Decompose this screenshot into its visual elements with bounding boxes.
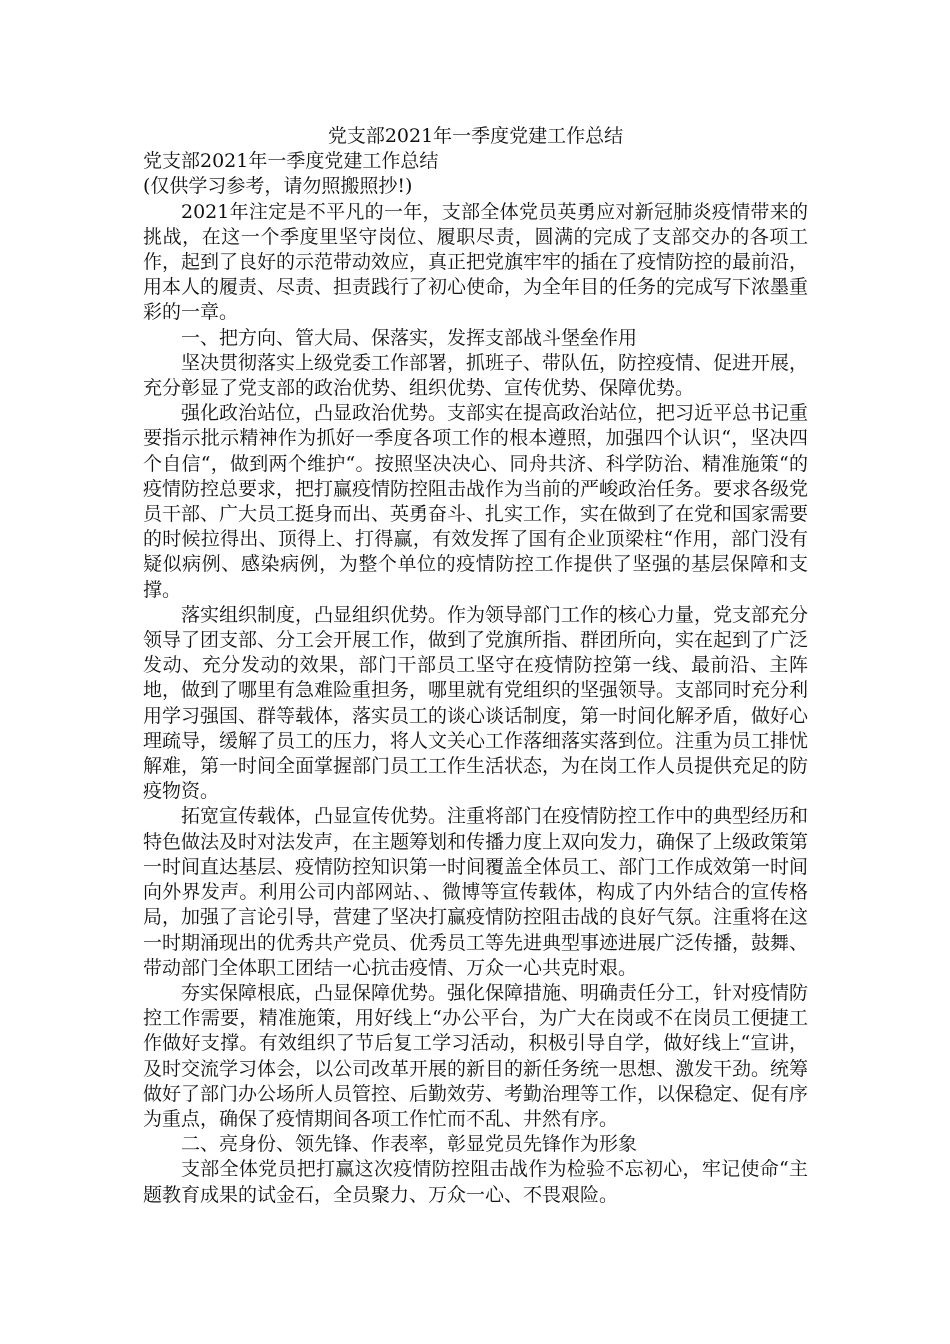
body-paragraph: 强化政治站位，凸显政治优势。支部实在提高政治站位，把习近平总书记重要指示批示精神作为抓好一季度各项工作的根本遵照，加强四个认识“，坚决四个自信“，做到两个维护“。按照坚决决心、同舟共济、科学防治、精准施策“的疫情防控总要求，把打赢疫情防控阻击战作为当前的严峻政治任务。要求各级党员干部、广大员工挺身而出、英勇奋斗、扎实工作，实在做到了在党和国家需要的时候拉得出、顶得上、打得赢，有效发挥了国有企业顶梁柱“作用，部门没有疑似病例、感染病例，为整个单位的疫情防控工作提供了坚强的基层保障和支撑。 [143, 402, 809, 601]
section-heading-2: 二、亮身份、领先锋、作表率，彰显党员先锋作为形象 [181, 1133, 638, 1156]
body-paragraph: 夯实保障根底，凸显保障优势。强化保障措施、明确责任分工，针对疫情防控工作需要，精准施策，用好线上“办公平台，为广大在岗或不在岗员工便捷工作做好支撑。有效组织了节后复工学习活动，积极引导自学，做好线上“宣讲，及时交流学习体会，以公司改革开展的新目的新任务统一思想、激发干劲。统筹做好了部门办公场所人员管控、后勤效劳、考勤治理等工作，以保稳定、促有序为重点，确保了疫情期间各项工作忙而不乱、井然有序。 [143, 981, 809, 1130]
document-title: 党支部2021年一季度党建工作总结 [327, 125, 624, 147]
intro-paragraph: 2021年注定是不平凡的一年，支部全体党员英勇应对新冠肺炎疫情带来的挑战，在这一个季度里坚守岗位、履职尽责，圆满的完成了支部交办的各项工作，起到了良好的示范带动效应，真正把党旗牢牢的插在了疫情防控的最前沿，用本人的履责、尽责、担责践行了初心使命，为全年目的任务的完成写下浓墨重彩的一章。 [143, 200, 809, 324]
document-subtitle: 党支部2021年一季度党建工作总结 [143, 150, 439, 173]
body-paragraph: 支部全体党员把打赢这次疫情防控阻击战作为检验不忘初心，牢记使命“主题教育成果的试金石，全员聚力、万众一心、不畏艰险。 [143, 1158, 808, 1206]
disclaimer-note: (仅供学习参考，请勿照搬照抄!) [143, 175, 413, 198]
section-heading-1: 一、把方向、管大局、保落实，发挥支部战斗堡垒作用 [181, 326, 638, 349]
body-paragraph: 坚决贯彻落实上级党委工作部署，抓班子、带队伍，防控疫情、促进开展，充分彰显了党支部的政治优势、组织优势、宣传优势、保障优势。 [143, 351, 809, 400]
document-page [143, 124, 808, 1208]
body-paragraph: 拓宽宣传载体，凸显宣传优势。注重将部门在疫情防控工作中的典型经历和特色做法及时对法发声，在主题筹划和传播力度上双向发力，确保了上级政策第一时间直达基层、疫情防控知识第一时间覆盖全体员工、部门工作成效第一时间向外界发声。利用公司内部网站、、微博等宣传载体，构成了内外结合的宣传格局，加强了言论引导，营建了坚决打赢疫情防控阻击战的良好气氛。注重将在这一时期涌现出的优秀共产党员、优秀员工等先进典型事迹进展广泛传播，鼓舞、带动部门全体职工团结一心抗击疫情、万众一心共克时艰。 [143, 805, 809, 979]
body-paragraph: 落实组织制度，凸显组织优势。作为领导部门工作的核心力量，党支部充分领导了团支部、分工会开展工作，做到了党旗所指、群团所向，实在起到了广泛发动、充分发动的效果，部门干部员工坚守在疫情防控第一线、最前沿、主阵地，做到了哪里有急难险重担务，哪里就有党组织的坚强领导。支部同时充分利用学习强国、群等载体，落实员工的谈心谈话制度，第一时间化解矛盾，做好心理疏导，缓解了员工的压力，将人文关心工作落细落实落到位。注重为员工排忧解难，第一时间全面掌握部门员工工作生活状态，为在岗工作人员提供充足的防疫物资。 [143, 603, 809, 803]
